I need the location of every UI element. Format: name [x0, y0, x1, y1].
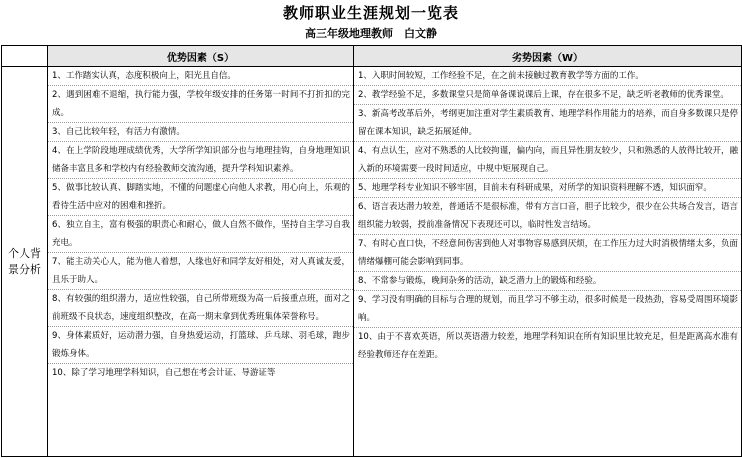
weakness-item: 1、入职时间较短，工作经验不足，在之前未接触过教育教学等方面的工作。 — [354, 67, 741, 86]
strength-item: 4、在上学阶段地理成绩优秀，大学所学知识部分也与地理挂钩，自身地理知识储备丰富且多和学校内有经验教师交流沟通，提升学科知识素养。 — [48, 142, 353, 179]
strength-item: 1、工作踏实认真，态度积极向上，阳光且自信。 — [48, 67, 353, 86]
strengths-cell — [48, 67, 354, 457]
weaknesses-cell — [354, 67, 742, 457]
header-weaknesses: 劣势因素（W） — [354, 46, 742, 67]
weakness-item: 2、教学经验不足，多数课堂只是简单备课说课后上课，存在很多不足，缺乏听老教师的优秀课堂。 — [354, 86, 741, 105]
weakness-item: 4、有点认生，应对不熟悉的人比较拘谨，偏内向，而且异性朋友较少，只和熟悉的人放得比较开，融入新的环境需要一段时间适应，中规中矩展现自己。 — [354, 142, 741, 179]
weakness-item: 3、新高考改革后外，考纲更加注重对学生素质教育、地理学科作用能力的培养，而自身多数课只是停留在课本知识，缺乏拓展延伸。 — [354, 105, 741, 142]
strength-item: 9、身体素质好，运动潜力强，自身热爱运动，打篮球、乒乓球、羽毛球，跑步锻炼身体。 — [48, 327, 353, 364]
header-blank-cell — [2, 46, 48, 67]
strength-item: 7、能主动关心人，能为他人着想，人缘也好和同学友好相处，对人真诚友爱，且乐于助人。 — [48, 253, 353, 290]
row-label-personal-background: 个人背景分析 — [2, 67, 48, 457]
page-subtitle: 高三年级地理教师 白文静 — [305, 27, 437, 40]
strength-item: 5、做事比较认真、脚踏实地，不懂的问题虚心向他人求教，用心向上，乐观的看待生活中应对的困难和挫折。 — [48, 179, 353, 216]
strength-item: 3、自己比较年轻，有活力有激情。 — [48, 123, 353, 142]
weakness-item: 10、由于不喜欢英语，所以英语潜力较差，地理学科知识在所有知识里比较充足，但是距离高水准有经验教师还存在差距。 — [358, 332, 738, 360]
header-strengths: 优势因素（S） — [48, 46, 354, 67]
strength-item: 10、除了学习地理学科知识，自己想在考会计证、导游证等 — [52, 368, 276, 378]
weakness-item: 6、语言表达潜力较差，普通话不是很标准，带有方言口音，胆子比较少，很少在公共场合发言，语言组织能力较弱，授前准备情况下表现还可以，临时性发言结场。 — [354, 198, 741, 235]
table-body-row — [2, 67, 742, 457]
weaknesses-list — [354, 67, 741, 364]
weakness-item: 5、地理学科专业知识不够牢固，目前未有科研成果，对所学的知识资料理解不透，知识面窄。 — [354, 179, 741, 198]
weakness-item: 7、有时心直口快，不经意间伤害到他人对事物容易感到厌烦，在工作压力过大时消极情绪太多，负面情绪爆棚可能会影响到同事。 — [354, 235, 741, 272]
swot-table — [1, 45, 742, 457]
strength-item: 6、独立自主，富有极强的职责心和耐心，做人自然不做作，坚持自主学习自我充电。 — [48, 216, 353, 253]
strength-item: 2、遇到困难不退缩，执行能力强，学校年级安排的任务第一时间不打折扣的完成。 — [48, 86, 353, 123]
strengths-list — [48, 67, 353, 382]
weakness-item: 8、不常参与锻炼，晚间杂务的活动，缺乏潜力上的锻炼和经验。 — [354, 272, 741, 291]
table-header-row — [2, 46, 742, 67]
strength-item: 8、有较强的组织潜力，适应性较强，自己所带班级为高一后接重点班，面对之前班级不良状态，速度组织整改，在高一期末拿到优秀班集体荣誉称号。 — [48, 290, 353, 327]
weakness-item: 9、学习没有明确的目标与合理的规划，而且学习不够主动，很多时候是一段热劲，容易受周围环境影响。 — [354, 291, 741, 328]
page-title: 教师职业生涯规划一览表 — [282, 4, 459, 22]
